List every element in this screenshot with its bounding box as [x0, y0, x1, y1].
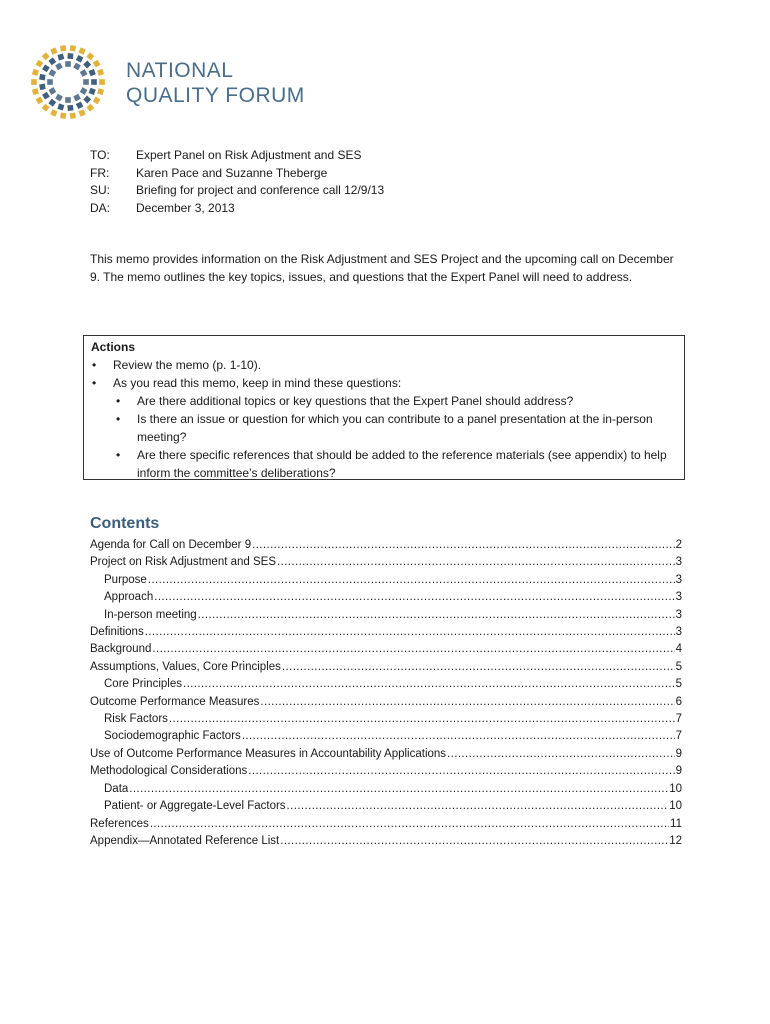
toc-label: Approach: [104, 591, 154, 604]
toc-leader: [150, 816, 669, 833]
memo-value: Expert Panel on Risk Adjustment and SES: [136, 148, 362, 162]
logo-tile: [78, 47, 85, 54]
toc-entry[interactable]: [90, 641, 682, 658]
toc-page: 3: [675, 608, 682, 621]
toc-label: Data: [104, 782, 129, 795]
logo-tile: [50, 109, 57, 116]
toc-page: 9: [675, 747, 682, 760]
logo-tile: [89, 69, 96, 76]
toc-leader: [129, 781, 668, 798]
logo-tile: [48, 99, 56, 107]
toc-entry[interactable]: [90, 537, 682, 554]
logo-tile: [49, 69, 57, 77]
logo-tile: [42, 64, 50, 72]
memo-header: [90, 147, 384, 217]
logo-tile: [80, 87, 88, 95]
memo-row-to: [90, 147, 384, 165]
logo-wordmark: [126, 58, 305, 108]
logo-tile: [99, 79, 105, 85]
memo-key: FR:: [90, 165, 110, 180]
toc-page: 3: [675, 626, 682, 639]
logo-tile: [49, 87, 57, 95]
logo-tile: [60, 45, 66, 51]
toc-leader: [198, 607, 675, 624]
logo-tile: [83, 96, 91, 104]
toc-entry[interactable]: [90, 694, 682, 711]
toc-label: Assumptions, Values, Core Principles: [90, 660, 281, 673]
logo-tile: [36, 60, 44, 68]
logo-tile: [55, 63, 63, 71]
toc-entry[interactable]: [90, 763, 682, 780]
logo-tile: [31, 79, 37, 85]
memo-value: Karen Pace and Suzanne Theberge: [136, 165, 328, 180]
logo-tile: [60, 113, 66, 119]
toc-label: Patient- or Aggregate-Level Factors: [104, 800, 286, 813]
toc-leader: [252, 537, 675, 554]
toc-page: 7: [675, 713, 682, 726]
toc-leader: [145, 624, 675, 641]
logo-tile: [97, 69, 104, 76]
logo-tile: [39, 74, 46, 81]
contents-heading: Contents: [90, 515, 160, 532]
memo-row-subject: [90, 182, 384, 200]
toc-leader: [154, 589, 674, 606]
logo-tile: [57, 54, 64, 61]
toc-leader: [248, 763, 674, 780]
toc-subentry[interactable]: [90, 676, 682, 693]
logo-tile: [97, 88, 104, 95]
table-of-contents: [90, 537, 682, 850]
logo-tile: [39, 84, 46, 91]
action-subitem: • Is there an issue or question for which you can contribute to a panel presentation at the in-person meeting?: [91, 410, 677, 446]
toc-subentry[interactable]: [90, 798, 682, 815]
toc-leader: [169, 711, 675, 728]
toc-subentry[interactable]: [90, 728, 682, 745]
logo-tile: [70, 45, 76, 51]
logo-tile: [65, 97, 71, 103]
logo-tile: [73, 94, 81, 102]
memo-row-from: [90, 165, 384, 183]
logo-tile: [32, 88, 39, 95]
logo-tile: [86, 104, 94, 112]
memo-value: December 3, 2013: [136, 200, 235, 215]
intro-paragraph: This memo provides information on the Risk Adjustment and SES Project and the upcoming call on December 9. The memo outlines the key topics, issues, and questions that the Expert Panel will need to address.: [90, 252, 674, 284]
action-item: • As you read this memo, keep in mind these questions:: [91, 374, 677, 392]
memo-key: DA:: [90, 200, 111, 215]
toc-subentry[interactable]: [90, 607, 682, 624]
nqf-logo: [28, 42, 318, 126]
logo-tile: [83, 61, 91, 69]
toc-page: 10: [669, 800, 682, 813]
toc-leader: [447, 746, 675, 763]
toc-leader: [277, 554, 675, 571]
toc-page: 10: [669, 782, 682, 795]
logo-tile: [55, 94, 63, 102]
logo-tile: [70, 113, 76, 119]
toc-label: Risk Factors: [104, 713, 168, 726]
toc-page: 9: [675, 765, 682, 778]
logo-tile: [93, 97, 101, 105]
toc-page: 11: [670, 817, 682, 830]
action-item: • Review the memo (p. 1-10).: [91, 356, 677, 374]
logo-tile: [50, 47, 57, 54]
toc-subentry[interactable]: [90, 589, 682, 606]
logo-tile: [65, 61, 71, 67]
toc-page: 3: [675, 591, 682, 604]
toc-entry[interactable]: [90, 816, 682, 833]
logo-tile: [80, 69, 88, 77]
logo-tile: [57, 104, 64, 111]
toc-entry[interactable]: [90, 833, 682, 850]
actions-box: [83, 335, 685, 480]
logo-tile: [86, 52, 94, 60]
logo-tile: [42, 104, 50, 112]
toc-page: 3: [675, 573, 682, 586]
toc-entry[interactable]: [90, 746, 682, 763]
logo-tile: [67, 53, 73, 59]
logo-tile: [76, 55, 84, 63]
toc-page: 4: [675, 643, 682, 656]
toc-page: 6: [675, 695, 682, 708]
toc-label: Agenda for Call on December 9: [90, 539, 252, 551]
toc-page: 5: [675, 660, 682, 673]
logo-tile: [47, 79, 53, 85]
toc-label: Sociodemographic Factors: [104, 730, 241, 743]
memo-value: Briefing for project and conference call 12/9/13: [136, 183, 385, 197]
toc-subentry[interactable]: [90, 711, 682, 728]
toc-page: 3: [675, 556, 682, 569]
logo-mosaic-icon: [28, 42, 118, 126]
logo-tile: [76, 102, 84, 110]
toc-page: 2: [675, 539, 682, 551]
logo-tile: [89, 88, 96, 95]
toc-leader: [260, 694, 674, 711]
memo-row-date: [90, 200, 384, 218]
memo-key: SU:: [90, 183, 111, 197]
action-subitem: • Are there additional topics or key questions that the Expert Panel should address?: [91, 392, 677, 410]
logo-tile: [73, 63, 81, 71]
toc-label: Purpose: [104, 573, 147, 586]
toc-label: Appendix—Annotated Reference List: [90, 834, 280, 847]
logo-tile: [36, 97, 44, 105]
toc-label: In-person meeting: [104, 608, 197, 621]
toc-label: Methodological Considerations: [90, 765, 248, 778]
memo-key: TO:: [90, 148, 110, 162]
toc-subentry[interactable]: [90, 781, 682, 798]
toc-label: References: [90, 817, 149, 830]
toc-leader: [152, 641, 674, 658]
logo-tile: [78, 109, 85, 116]
toc-subentry[interactable]: [90, 572, 682, 589]
logo-line-1: NATIONAL: [126, 59, 234, 82]
logo-tile: [42, 92, 50, 100]
toc-leader: [242, 728, 675, 745]
logo-tile: [42, 52, 50, 60]
toc-page: 5: [675, 678, 682, 691]
toc-page: 7: [675, 730, 682, 743]
logo-line-2: QUALITY FORUM: [126, 84, 305, 107]
toc-leader: [280, 833, 668, 850]
toc-entry[interactable]: [90, 624, 682, 641]
logo-tile: [91, 79, 97, 85]
toc-label: Use of Outcome Performance Measures in Accountability Applications: [90, 747, 447, 760]
toc-label: Outcome Performance Measures: [90, 695, 260, 708]
logo-tile: [32, 69, 39, 76]
toc-entry[interactable]: [90, 554, 682, 571]
logo-tile: [83, 79, 89, 85]
toc-leader: [183, 676, 675, 693]
toc-label: Definitions: [90, 626, 144, 639]
toc-leader: [148, 572, 675, 589]
action-subitem: • Are there specific references that should be added to the reference materials (see appendix) to help inform the committee’s deliberations?: [91, 446, 677, 482]
logo-tile: [93, 60, 101, 68]
toc-leader: [282, 659, 675, 676]
toc-label: Project on Risk Adjustment and SES: [90, 556, 277, 569]
toc-leader: [287, 798, 669, 815]
toc-label: Background: [90, 643, 152, 656]
logo-tile: [67, 105, 73, 111]
logo-tile: [48, 57, 56, 65]
toc-label: Core Principles: [104, 678, 182, 691]
toc-entry[interactable]: [90, 659, 682, 676]
toc-page: 12: [669, 834, 682, 847]
actions-title: Actions: [91, 340, 136, 354]
